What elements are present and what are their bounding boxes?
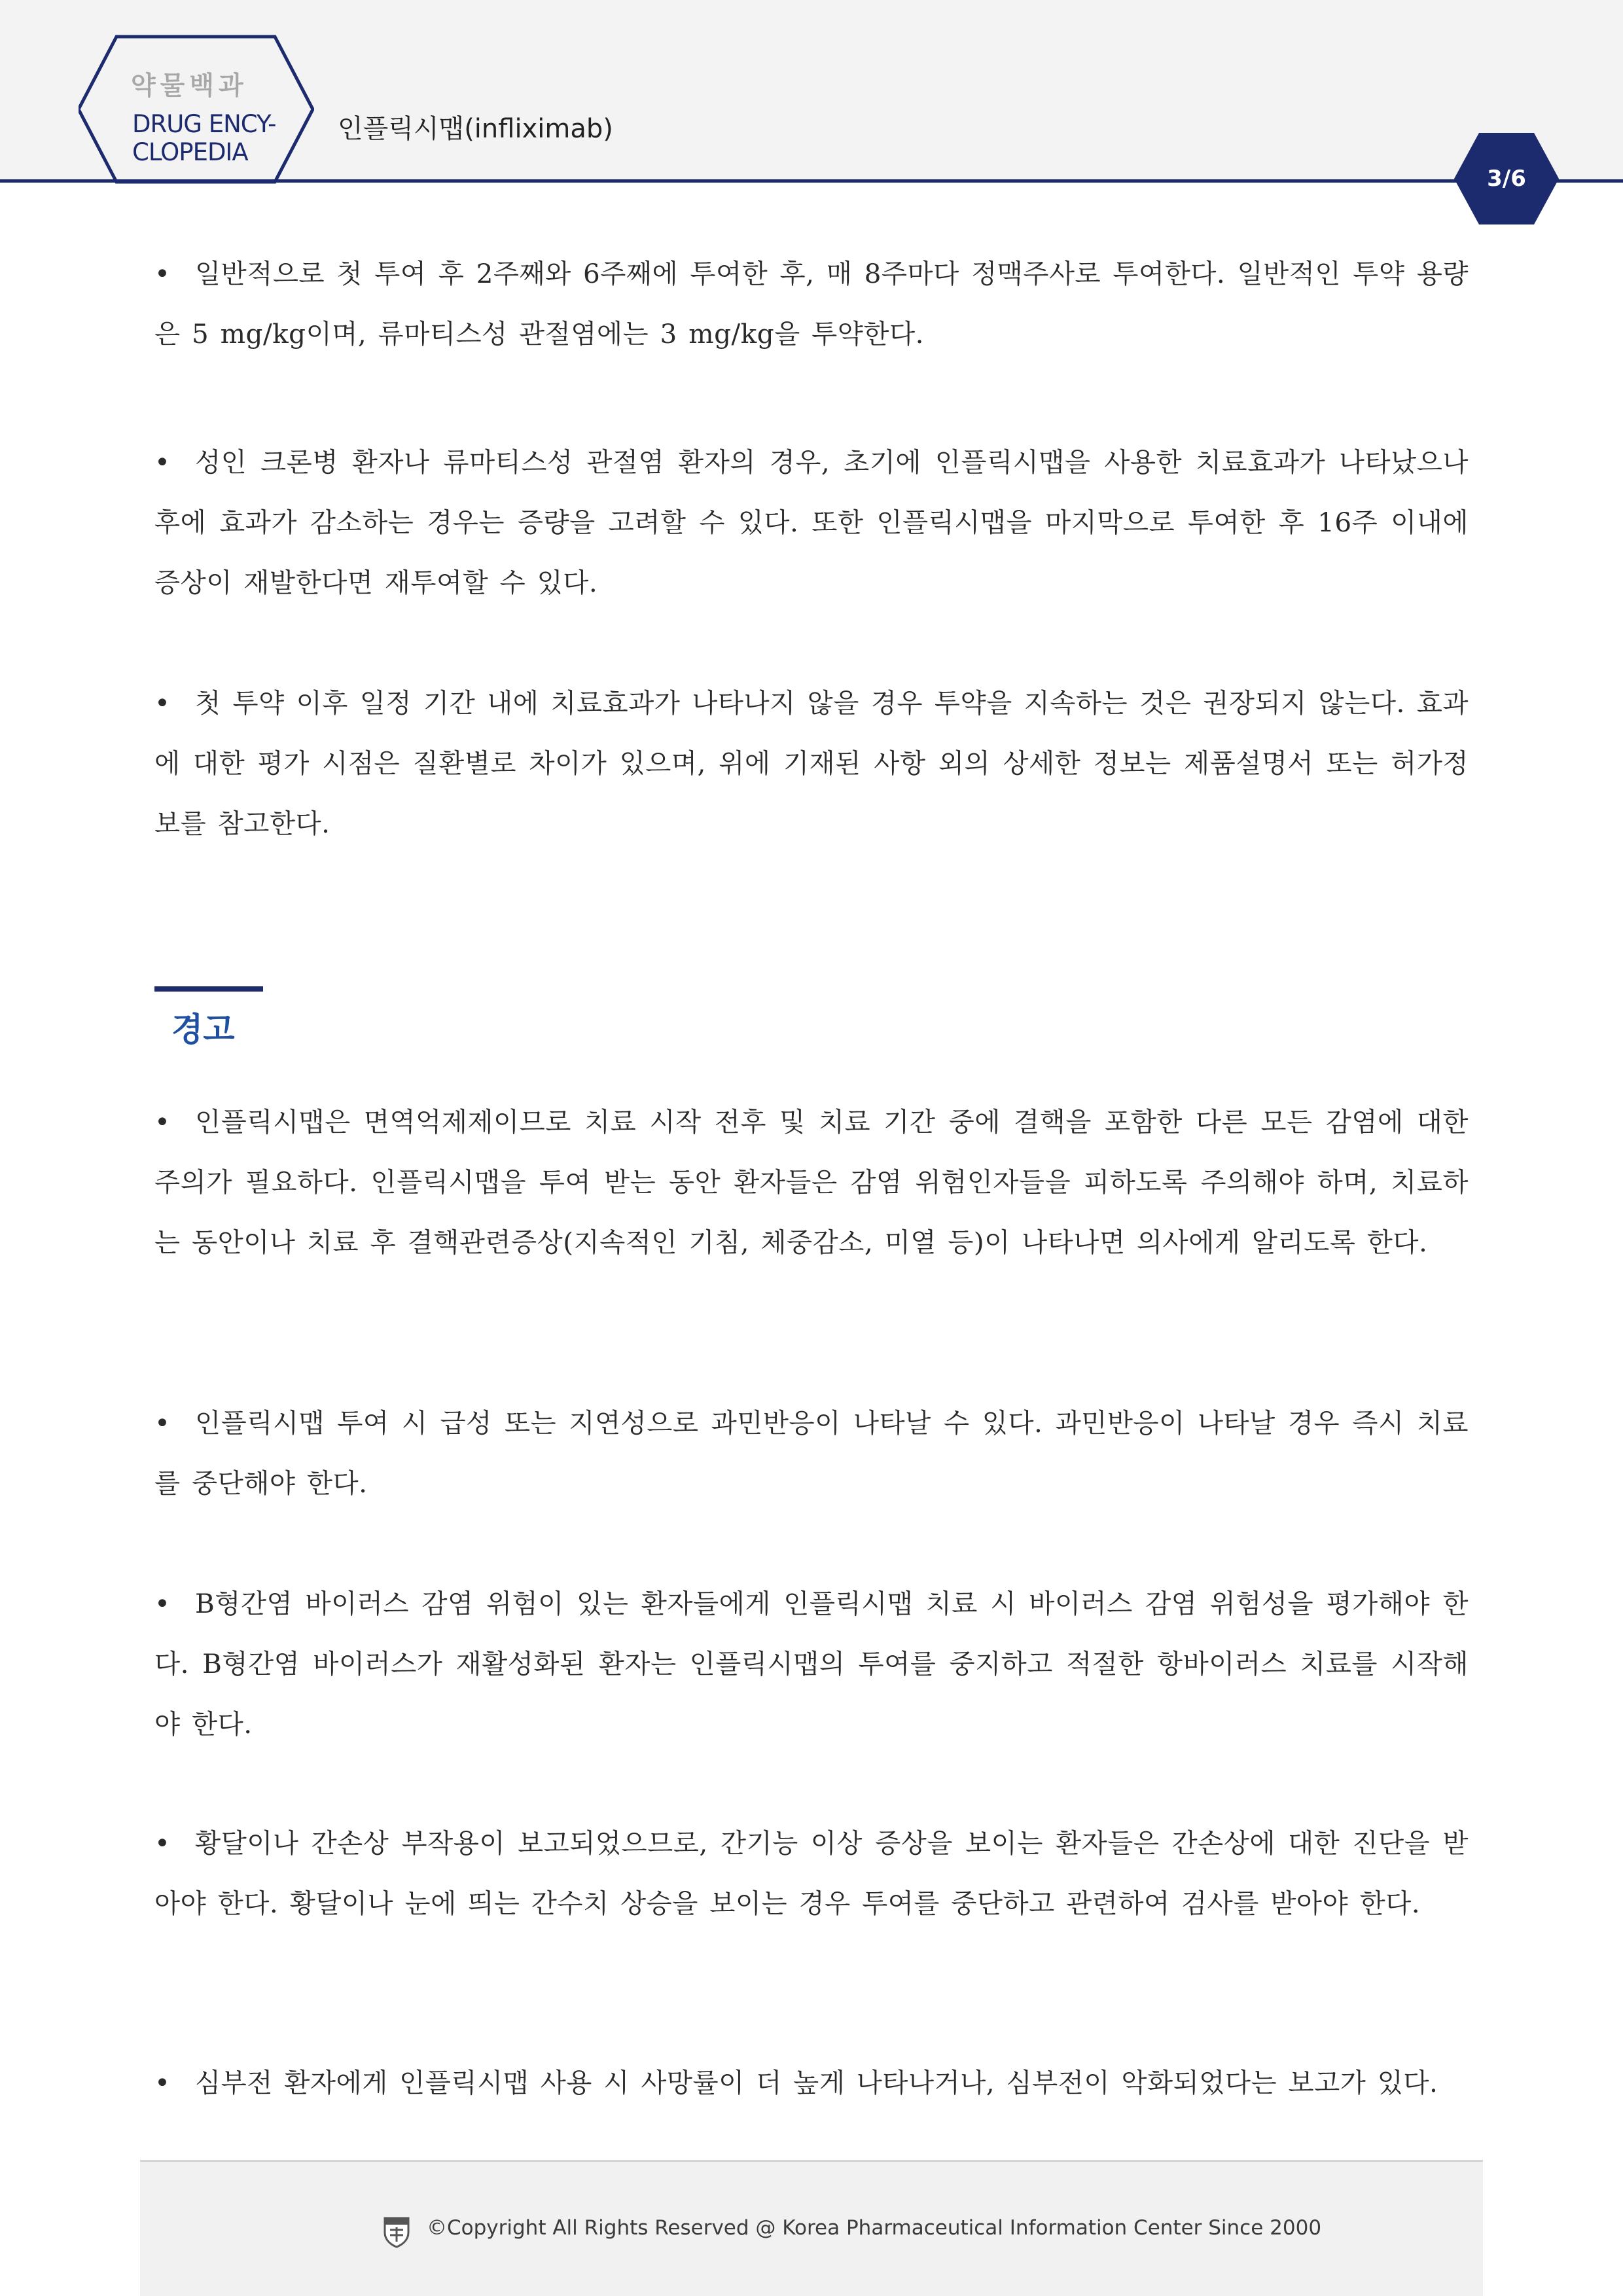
- logo-english-text: [132, 110, 283, 166]
- paragraph-text: B형간염 바이러스 감염 위험이 있는 환자들에게 인플릭시맵 치료 시 바이러스 감염 위험성을 평가해야 한다. B형간염 바이러스가 재활성화된 환자는 인플릭시맵의 투여를 중지하고 적절한 항바이러스 치료를 시작해야 한다.: [154, 1588, 1469, 1740]
- paragraph-text: 첫 투약 이후 일정 기간 내에 치료효과가 나타나지 않을 경우 투약을 지속하는 것은 권장되지 않는다. 효과에 대한 평가 시점은 질환별로 차이가 있으며, 위에 기재된 사항 외의 상세한 정보는 제품설명서 또는 허가정보를 참고한다.: [154, 687, 1469, 839]
- bullet-icon: •: [154, 2067, 171, 2098]
- logo-korean-text: 약물백과: [131, 71, 248, 101]
- paragraph-text: 인플릭시맵은 면역억제제이므로 치료 시작 전후 및 치료 기간 중에 결핵을 포함한 다른 모든 감염에 대한 주의가 필요하다. 인플릭시맵을 투여 받는 동안 환자들은 감염 위험인자들을 피하도록 주의해야 하며, 치료하는 동안이나 치료 후 결핵관련증상(지속적인 기침, 체중감소, 미열 등)이 나타나면 의사에게 알리도록 한다.: [154, 1106, 1469, 1258]
- warning-paragraph-3: [154, 1573, 1469, 1754]
- warning-paragraph-2: [154, 1393, 1469, 1513]
- dosage-paragraph-3: [154, 673, 1469, 853]
- bullet-icon: •: [154, 1827, 171, 1859]
- bullet-icon: •: [154, 446, 171, 478]
- paragraph-text: 황달이나 간손상 부작용이 보고되었으므로, 간기능 이상 증상을 보이는 환자들은 간손상에 대한 진단을 받아야 한다. 황달이나 눈에 띄는 간수치 상승을 보이는 경우 투여를 중단하고 관련하여 검사를 받아야 한다.: [154, 1827, 1469, 1919]
- bullet-icon: •: [154, 687, 171, 719]
- bullet-icon: •: [154, 1588, 171, 1619]
- dosage-paragraph-1: [154, 243, 1469, 364]
- warning-paragraph-5: [154, 2053, 1469, 2113]
- section-title-warning: 경고: [171, 1011, 235, 1049]
- copyright-text: ©Copyright All Rights Reserved @ Korea Pharmaceutical Information Center Since 2000: [427, 2216, 1322, 2240]
- dosage-paragraph-2: [154, 432, 1469, 613]
- paragraph-text: 일반적으로 첫 투여 후 2주째와 6주째에 투여한 후, 매 8주마다 정맥주사로 투여한다. 일반적인 투약 용량은 5 mg/kg이며, 류마티스성 관절염에는 3 mg/kg을 투약한다.: [154, 258, 1469, 350]
- bullet-icon: •: [154, 1407, 171, 1439]
- bullet-icon: •: [154, 258, 171, 289]
- shield-emblem-icon: [382, 2215, 411, 2248]
- paragraph-text: 심부전 환자에게 인플릭시맵 사용 시 사망률이 더 높게 나타나거나, 심부전이 악화되었다는 보고가 있다.: [195, 2067, 1438, 2098]
- page-number: 3/6: [1487, 166, 1526, 192]
- warning-paragraph-1: [154, 1092, 1469, 1272]
- section-heading-bar: [154, 986, 263, 992]
- bullet-icon: •: [154, 1106, 171, 1138]
- warning-paragraph-4: [154, 1813, 1469, 1933]
- paragraph-text: 성인 크론병 환자나 류마티스성 관절염 환자의 경우, 초기에 인플릭시맵을 사용한 치료효과가 나타났으나 후에 효과가 감소하는 경우는 증량을 고려할 수 있다. 또한 인플릭시맵을 마지막으로 투여한 후 16주 이내에 증상이 재발한다면 재투여할 수 있다.: [154, 446, 1469, 598]
- logo-english-line2: CLOPEDIA: [132, 138, 248, 166]
- document-title: 인플릭시맵(infliximab): [338, 114, 613, 144]
- paragraph-text: 인플릭시맵 투여 시 급성 또는 지연성으로 과민반응이 나타날 수 있다. 과민반응이 나타날 경우 즉시 치료를 중단해야 한다.: [154, 1407, 1469, 1499]
- logo-english-line1: DRUG ENCY-: [132, 110, 276, 138]
